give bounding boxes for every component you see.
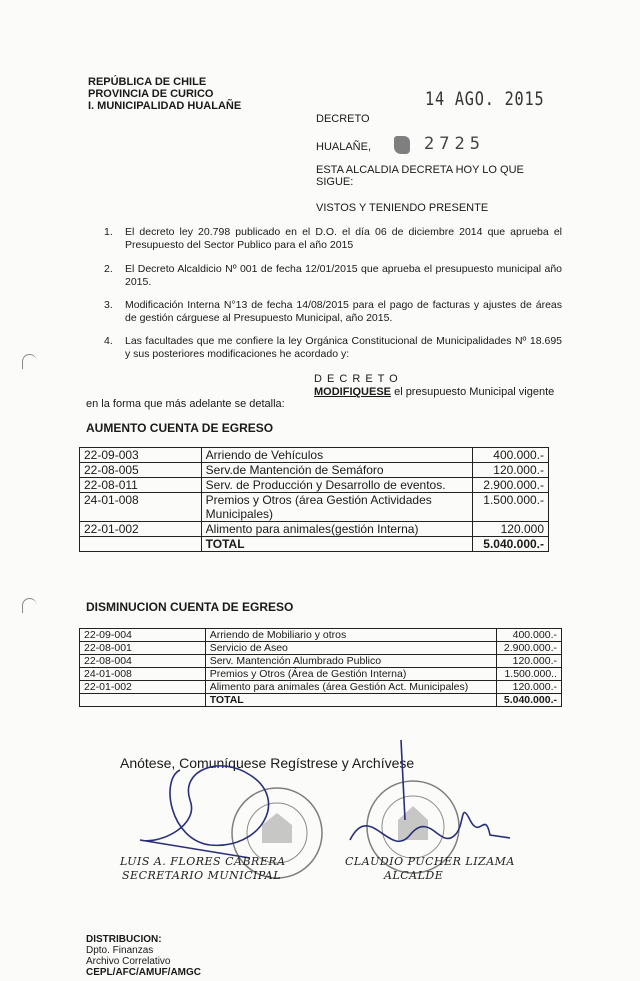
- account-amount: 2.900.000.-: [497, 642, 562, 655]
- item-number: 2.: [104, 263, 113, 275]
- left-signer-title: SECRETARIO MUNICIPAL: [122, 869, 282, 882]
- modifiquese-word: MODIFIQUESE: [314, 386, 392, 398]
- modifiquese-line: [314, 386, 554, 399]
- punch-hole-mark: [22, 598, 37, 613]
- right-signer-name: CLAUDIO PUCHER LIZAMA: [345, 855, 515, 868]
- account-desc: Servicio de Aseo: [205, 642, 496, 655]
- header-country: REPÚBLICA DE CHILE: [88, 76, 207, 88]
- list-item: [104, 226, 562, 251]
- item-text: Las facultades que me confiere la ley Orgánica Constitucional de Municipalidades Nº 18.695 y sus posteriores modificaciones he acordado y:: [125, 335, 562, 360]
- empty-cell: [80, 537, 202, 552]
- item-text: El Decreto Alcaldicio Nº 001 de fecha 12/01/2015 que aprueba el presupuesto municipal año 2015.: [125, 263, 562, 288]
- issuer-header: [88, 76, 241, 112]
- item-text: Modificación Interna N°13 de fecha 14/08/2015 para el pago de facturas y ajustes de áreas de gestión cárguese al Presupuesto Municipal, año 2015.: [125, 299, 562, 324]
- account-desc: Alimento para animales(gestión Interna): [201, 522, 472, 537]
- table-row: [80, 681, 562, 694]
- total-label: TOTAL: [201, 537, 472, 552]
- account-amount: 2.900.000.-: [473, 478, 549, 493]
- table-row: [80, 522, 549, 537]
- distribution-line: Archivo Correlativo: [86, 956, 171, 967]
- account-code: 22-08-004: [80, 655, 206, 668]
- ink-blot-mark: [394, 136, 410, 154]
- date-stamp: 14 AGO. 2015: [425, 88, 545, 110]
- decree-number: 2725: [424, 134, 485, 154]
- account-amount: 400.000.-: [473, 448, 549, 463]
- account-desc: Arriendo de Mobiliario y otros: [205, 629, 496, 642]
- list-item: [104, 335, 562, 360]
- table-row: [80, 668, 562, 681]
- account-amount: 120.000: [473, 522, 549, 537]
- distribution-line: CEPL/AFC/AMUF/AMGC: [86, 967, 201, 978]
- table-row: [80, 493, 549, 522]
- header-province: PROVINCIA DE CURICO: [88, 88, 214, 100]
- item-number: 1.: [104, 226, 113, 238]
- table-row: [80, 642, 562, 655]
- account-amount: 120.000.-: [497, 681, 562, 694]
- account-code: 22-09-004: [80, 629, 206, 642]
- total-row: [80, 694, 562, 707]
- decree-intro-line2: SIGUE:: [316, 176, 354, 188]
- account-desc: Serv. Mantención Alumbrado Publico: [205, 655, 496, 668]
- decree-intro-line1: ESTA ALCALDIA DECRETA HOY LO QUE: [316, 164, 524, 176]
- account-amount: 1.500.000.-: [473, 493, 549, 522]
- account-desc: Serv. de Producción y Desarrollo de eventos.: [201, 478, 472, 493]
- closing-line: Anótese, Comuníquese Regístrese y Archívese: [120, 755, 415, 771]
- account-desc: Alimento para animales (área Gestión Act. Municipales): [205, 681, 496, 694]
- modifiquese-rest: el presupuesto Municipal vigente: [391, 386, 555, 398]
- distribution-title: DISTRIBUCION:: [86, 934, 162, 945]
- total-row: [80, 537, 549, 552]
- account-desc: Premios y Otros (Área de Gestión Interna): [205, 668, 496, 681]
- punch-hole-mark: [22, 354, 37, 369]
- list-item: [104, 263, 562, 288]
- account-desc: Premios y Otros (área Gestión Actividades Municipales): [201, 493, 472, 522]
- table-row: [80, 655, 562, 668]
- account-amount: 120.000.-: [497, 655, 562, 668]
- disminucion-title: DISMINUCION CUENTA DE EGRESO: [86, 600, 294, 614]
- empty-cell: [80, 694, 206, 707]
- vistos-heading: VISTOS Y TENIENDO PRESENTE: [316, 202, 489, 214]
- table-row: [80, 463, 549, 478]
- table-row: [80, 629, 562, 642]
- list-item: [104, 299, 562, 324]
- item-number: 4.: [104, 335, 113, 347]
- header-municipality: I. MUNICIPALIDAD HUALAÑE: [88, 100, 242, 112]
- total-amount: 5.040.000.-: [473, 537, 549, 552]
- distribution-block: [86, 934, 201, 978]
- account-code: 24-01-008: [80, 668, 206, 681]
- account-amount: 400.000.-: [497, 629, 562, 642]
- account-code: 22-08-005: [80, 463, 202, 478]
- distribution-line: Dpto. Finanzas: [86, 945, 154, 956]
- decree-label: DECRETO: [316, 113, 370, 125]
- account-code: 22-09-003: [80, 448, 202, 463]
- left-signer-name: LUIS A. FLORES CABRERA: [120, 855, 286, 868]
- signature-right: [350, 740, 510, 841]
- total-amount: 5.040.000.-: [497, 694, 562, 707]
- decree-place: HUALAÑE,: [316, 141, 372, 153]
- account-code: 22-01-002: [80, 522, 202, 537]
- table-row: [80, 448, 549, 463]
- item-number: 3.: [104, 299, 113, 311]
- account-amount: 1.500.000..: [497, 668, 562, 681]
- account-code: 22-08-011: [80, 478, 202, 493]
- account-desc: Serv.de Mantención de Semáforo: [201, 463, 472, 478]
- account-code: 22-01-002: [80, 681, 206, 694]
- decreto-heading: D E C R E T O: [314, 373, 399, 385]
- forma-line: en la forma que más adelante se detalla:: [86, 398, 285, 410]
- aumento-title: AUMENTO CUENTA DE EGRESO: [86, 421, 274, 435]
- account-code: 22-08-001: [80, 642, 206, 655]
- table-row: [80, 478, 549, 493]
- disminucion-table: [79, 628, 562, 707]
- item-text: El decreto ley 20.798 publicado en el D.O. el día 06 de diciembre 2014 que aprueba el Presupuesto del Sector Publico para el año 2015: [125, 226, 562, 251]
- right-signer-title: ALCALDE: [384, 869, 444, 882]
- account-desc: Arriendo de Vehículos: [201, 448, 472, 463]
- aumento-table: [79, 447, 549, 552]
- total-label: TOTAL: [205, 694, 496, 707]
- account-amount: 120.000.-: [473, 463, 549, 478]
- account-code: 24-01-008: [80, 493, 202, 522]
